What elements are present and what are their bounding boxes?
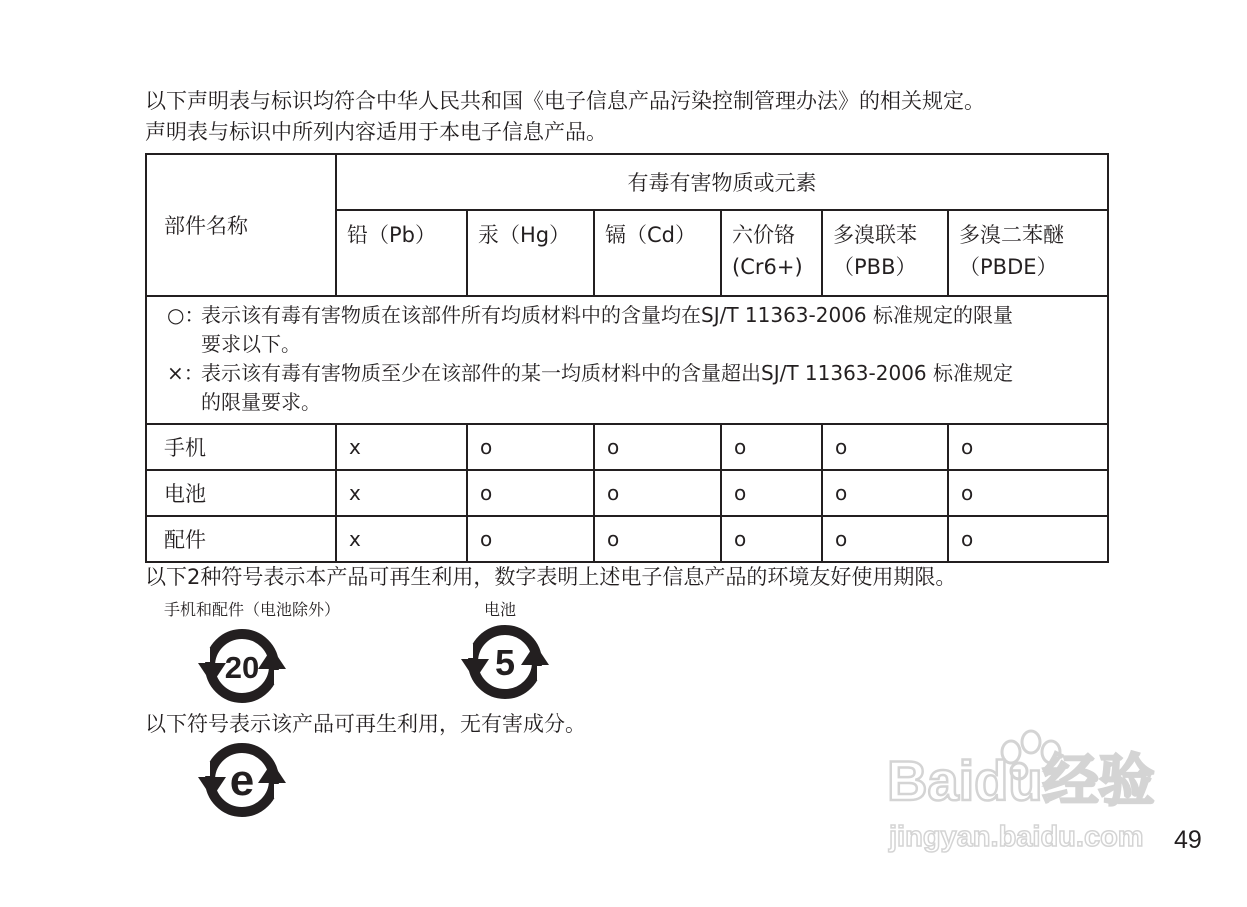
row-part-name: 电池 [146,470,336,516]
row-value: o [948,470,1108,516]
intro-line-1: 以下声明表与标识均符合中华人民共和国《电子信息产品污染控制管理办法》的相关规定。 [145,89,985,113]
watermark-url: jingyan.baidu.com [889,821,1144,853]
legend-o-text: 表示该有毒有害物质在该部件所有均质材料中的含量均在SJ/T 11363-2006 标准规定的限量 要求以下。 [201,303,1014,356]
caption-phone-accessories: 手机和配件（电池除外） [164,600,341,619]
substance-header-cr6: 六价铬 (Cr6+) [721,210,822,296]
row-value: o [822,470,948,516]
row-value: o [948,424,1108,470]
legend-cell [146,296,1108,424]
substance-group-header: 有毒有害物质或元素 [336,154,1108,210]
recycle-20-number: 20 [224,650,260,685]
intro-line-2: 声明表与标识中所列内容适用于本电子信息产品。 [145,120,607,144]
table-row [146,516,1108,562]
caption-battery: 电池 [484,600,517,619]
row-value: o [721,470,822,516]
row-part-name: 手机 [146,424,336,470]
eco-text: 以下符号表示该产品可再生利用，无有害成分。 [145,712,586,736]
intro-text [145,86,985,148]
row-value: o [822,516,948,562]
substance-header-pb: 铅（Pb） [336,210,467,296]
eco-recycle-icon [196,740,288,820]
substance-header-cd: 镉（Cd） [594,210,721,296]
eco-letter: e [229,756,255,805]
table-row [146,424,1108,470]
row-value: x [336,424,467,470]
row-value: o [594,424,721,470]
legend-x-symbol: ×： [167,361,204,385]
row-value: x [336,516,467,562]
substance-header-hg: 汞（Hg） [467,210,594,296]
hazardous-substance-table [145,153,1109,563]
row-part-name: 配件 [146,516,336,562]
row-value: o [467,516,594,562]
row-value: o [822,424,948,470]
recycle-5-number: 5 [494,642,516,683]
legend-x-line [167,359,1107,417]
legend-o-symbol: ○： [167,303,205,327]
legend-o-line [167,301,1107,359]
row-value: o [721,516,822,562]
row-value: o [594,516,721,562]
row-value: o [467,470,594,516]
row-value: o [721,424,822,470]
substance-header-pbde: 多溴二苯醚 （PBDE） [948,210,1108,296]
table-row [146,470,1108,516]
recycle-5-icon [459,622,551,702]
baidu-watermark-logo [885,722,1175,857]
row-value: x [336,470,467,516]
row-value: o [467,424,594,470]
page-number: 49 [1174,826,1202,854]
row-value: o [594,470,721,516]
watermark-brand: Baidu经验 [887,749,1155,812]
legend-x-text: 表示该有毒有害物质至少在该部件的某一均质材料中的含量超出SJ/T 11363-2006 标准规定 的限量要求。 [201,361,1014,414]
recycle-text: 以下2种符号表示本产品可再生利用，数字表明上述电子信息产品的环境友好使用期限。 [145,565,957,589]
row-value: o [948,516,1108,562]
part-name-header: 部件名称 [146,154,336,296]
recycle-20-icon [196,626,288,706]
substance-header-pbb: 多溴联苯 （PBB） [822,210,948,296]
